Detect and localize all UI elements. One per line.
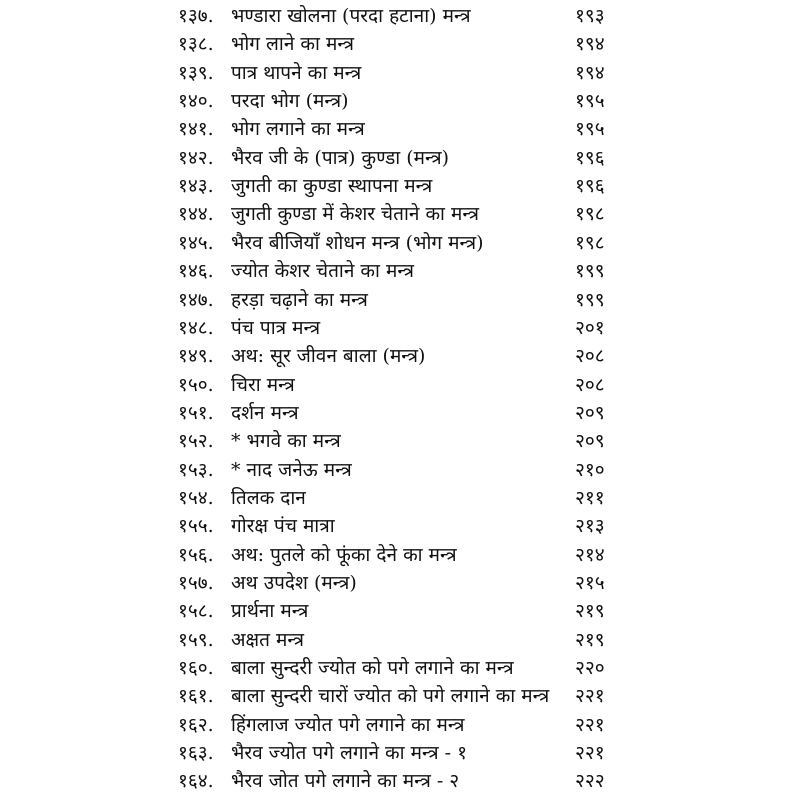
toc-entry-page: २२०: [575, 657, 605, 680]
toc-entry-title: भोग लगाने का मन्त्र: [231, 118, 365, 141]
toc-entry-title: जुगती का कुण्डा स्थापना मन्त्र: [231, 175, 433, 198]
toc-entry-page: २१४: [575, 543, 605, 566]
toc-entry-number: १५६.: [178, 543, 214, 566]
toc-entry-title: दर्शन मन्त्र: [231, 401, 299, 424]
toc-entry-number: १५०.: [178, 373, 214, 396]
toc-row: [0, 626, 800, 654]
toc-entry-title: पात्र थापने का मन्त्र: [231, 61, 362, 84]
toc-entry-title: भोग लाने का मन्त्र: [231, 33, 354, 56]
toc-entry-page: १९५: [575, 118, 605, 141]
toc-entry-page: १९४: [575, 61, 605, 84]
toc-entry-title: ज्योत केशर चेताने का मन्त्र: [231, 260, 414, 283]
toc-entry-page: २११: [575, 486, 605, 509]
toc-row: [0, 767, 800, 795]
toc-entry-number: १३८.: [178, 33, 214, 56]
toc-row: [0, 597, 800, 625]
toc-row: [0, 512, 800, 540]
toc-row: [0, 682, 800, 710]
toc-entry-page: २१९: [575, 600, 605, 623]
toc-entry-number: १५९.: [178, 628, 214, 651]
toc-entry-number: १५७.: [178, 572, 214, 594]
toc-entry-title: जुगती कुण्डा में केशर चेताने का मन्त्र: [231, 203, 480, 226]
toc-entry-number: १५२.: [178, 430, 214, 453]
toc-row: [0, 399, 800, 427]
toc-entry-title: भैरव ज्योत पगे लगाने का मन्त्र - १: [231, 742, 467, 765]
toc-row: [0, 59, 800, 87]
toc-row: [0, 739, 800, 767]
toc-entry-page: २१०: [575, 458, 605, 481]
toc-entry-number: १४८.: [178, 316, 214, 339]
toc-entry-page: १९६: [575, 175, 605, 198]
toc-entry-title: तिलक दान: [231, 486, 306, 509]
toc-entry-number: १६३.: [178, 742, 214, 765]
toc-entry-page: १९४: [575, 33, 605, 56]
toc-entry-number: १४९.: [178, 345, 214, 368]
toc-entry-title: हरड़ा चढ़ाने का मन्त्र: [231, 288, 368, 311]
toc-entry-number: १४४.: [178, 203, 214, 226]
toc-entry-page: १९८: [575, 231, 605, 254]
toc-entry-page: १९९: [575, 260, 605, 283]
toc-row: [0, 371, 800, 399]
toc-entry-page: २२१: [575, 713, 605, 736]
toc-entry-number: १६४.: [178, 770, 214, 793]
toc-row: [0, 172, 800, 200]
toc-row: [0, 144, 800, 172]
toc-entry-page: १९५: [575, 90, 605, 113]
toc-entry-number: १४६.: [178, 260, 214, 283]
toc-entry-title: पंच पात्र मन्त्र: [231, 316, 321, 339]
toc-entry-title: भण्डारा खोलना (परदा हटाना) मन्त्र: [231, 5, 471, 27]
toc-entry-title: अथ: पुतले को फूंका देने का मन्त्र: [231, 543, 457, 566]
toc-entry-page: २१५: [575, 572, 605, 594]
toc-entry-page: २१९: [575, 628, 605, 651]
toc-entry-title: बाला सुन्दरी चारों ज्योत को पगे लगाने का मन्त्र: [231, 685, 550, 708]
toc-entry-number: १४५.: [178, 231, 214, 254]
toc-entry-page: १९९: [575, 288, 605, 311]
toc-row: [0, 200, 800, 228]
toc-entry-number: १४३.: [178, 175, 214, 198]
toc-entry-number: १५५.: [178, 515, 214, 538]
toc-entry-title: हिंगलाज ज्योत पगे लगाने का मन्त्र: [231, 713, 465, 736]
toc-entry-page: २०८: [575, 373, 605, 396]
toc-entry-number: १४१.: [178, 118, 214, 141]
toc-entry-page: २०८: [575, 345, 605, 368]
toc-entry-title: भैरव जोत पगे लगाने का मन्त्र - २: [231, 770, 460, 793]
toc-entry-title: गोरक्ष पंच मात्रा: [231, 515, 335, 538]
toc-entry-page: २२१: [575, 685, 605, 708]
toc-row: [0, 342, 800, 370]
toc-entry-page: २०९: [575, 401, 605, 424]
toc-entry-number: १५१.: [178, 401, 214, 424]
toc-row: [0, 541, 800, 569]
toc-row: [0, 711, 800, 739]
toc-row: [0, 30, 800, 58]
toc-entry-number: १४०.: [178, 90, 214, 113]
toc-entry-number: १६२.: [178, 713, 214, 736]
toc-entry-number: १६०.: [178, 657, 214, 680]
toc-row: [0, 115, 800, 143]
toc-entry-number: १३९.: [178, 61, 214, 84]
toc-entry-title: * भगवे का मन्त्र: [231, 430, 341, 453]
toc-row: [0, 456, 800, 484]
toc-entry-number: १६१.: [178, 685, 214, 708]
toc-entry-page: २०१: [575, 316, 605, 339]
toc-row: [0, 654, 800, 682]
toc-entry-title: परदा भोग (मन्त्र): [231, 90, 349, 113]
toc-row: [0, 229, 800, 257]
toc-entry-title: अथ: सूर जीवन बाला (मन्त्र): [231, 345, 426, 368]
toc-entry-number: १५३.: [178, 458, 214, 481]
toc-entry-title: चिरा मन्त्र: [231, 373, 295, 396]
toc-entry-title: * नाद जनेऊ मन्त्र: [231, 458, 352, 481]
toc-entry-page: १९८: [575, 203, 605, 226]
toc-entry-title: बाला सुन्दरी ज्योत को पगे लगाने का मन्त्र: [231, 657, 514, 680]
toc-entry-number: १३७.: [178, 5, 214, 27]
toc-entry-page: २०९: [575, 430, 605, 453]
toc-entry-page: २२१: [575, 742, 605, 765]
toc-row: [0, 286, 800, 314]
toc-row: [0, 427, 800, 455]
toc-entry-title: अथ उपदेश (मन्त्र): [231, 572, 357, 594]
toc-row: [0, 257, 800, 285]
toc-row: [0, 2, 800, 30]
toc-entry-page: १९३: [575, 5, 605, 27]
toc-entry-page: २२२: [575, 770, 605, 793]
toc-row: [0, 314, 800, 342]
toc-entry-page: २१३: [575, 515, 605, 538]
toc-entry-number: १५८.: [178, 600, 214, 623]
toc-entry-number: १४२.: [178, 146, 214, 169]
toc-entry-page: १९६: [575, 146, 605, 169]
toc-entry-number: १५४.: [178, 486, 214, 509]
toc-entry-title: प्रार्थना मन्त्र: [231, 600, 309, 623]
toc-entry-title: अक्षत मन्त्र: [231, 628, 305, 651]
toc-entry-title: भैरव जी के (पात्र) कुण्डा (मन्त्र): [231, 146, 450, 169]
toc-row: [0, 87, 800, 115]
toc-entry-number: १४७.: [178, 288, 214, 311]
toc-entry-title: भैरव बीजियाँ शोधन मन्त्र (भोग मन्त्र): [231, 231, 484, 254]
toc-row: [0, 484, 800, 512]
toc-row: [0, 569, 800, 597]
